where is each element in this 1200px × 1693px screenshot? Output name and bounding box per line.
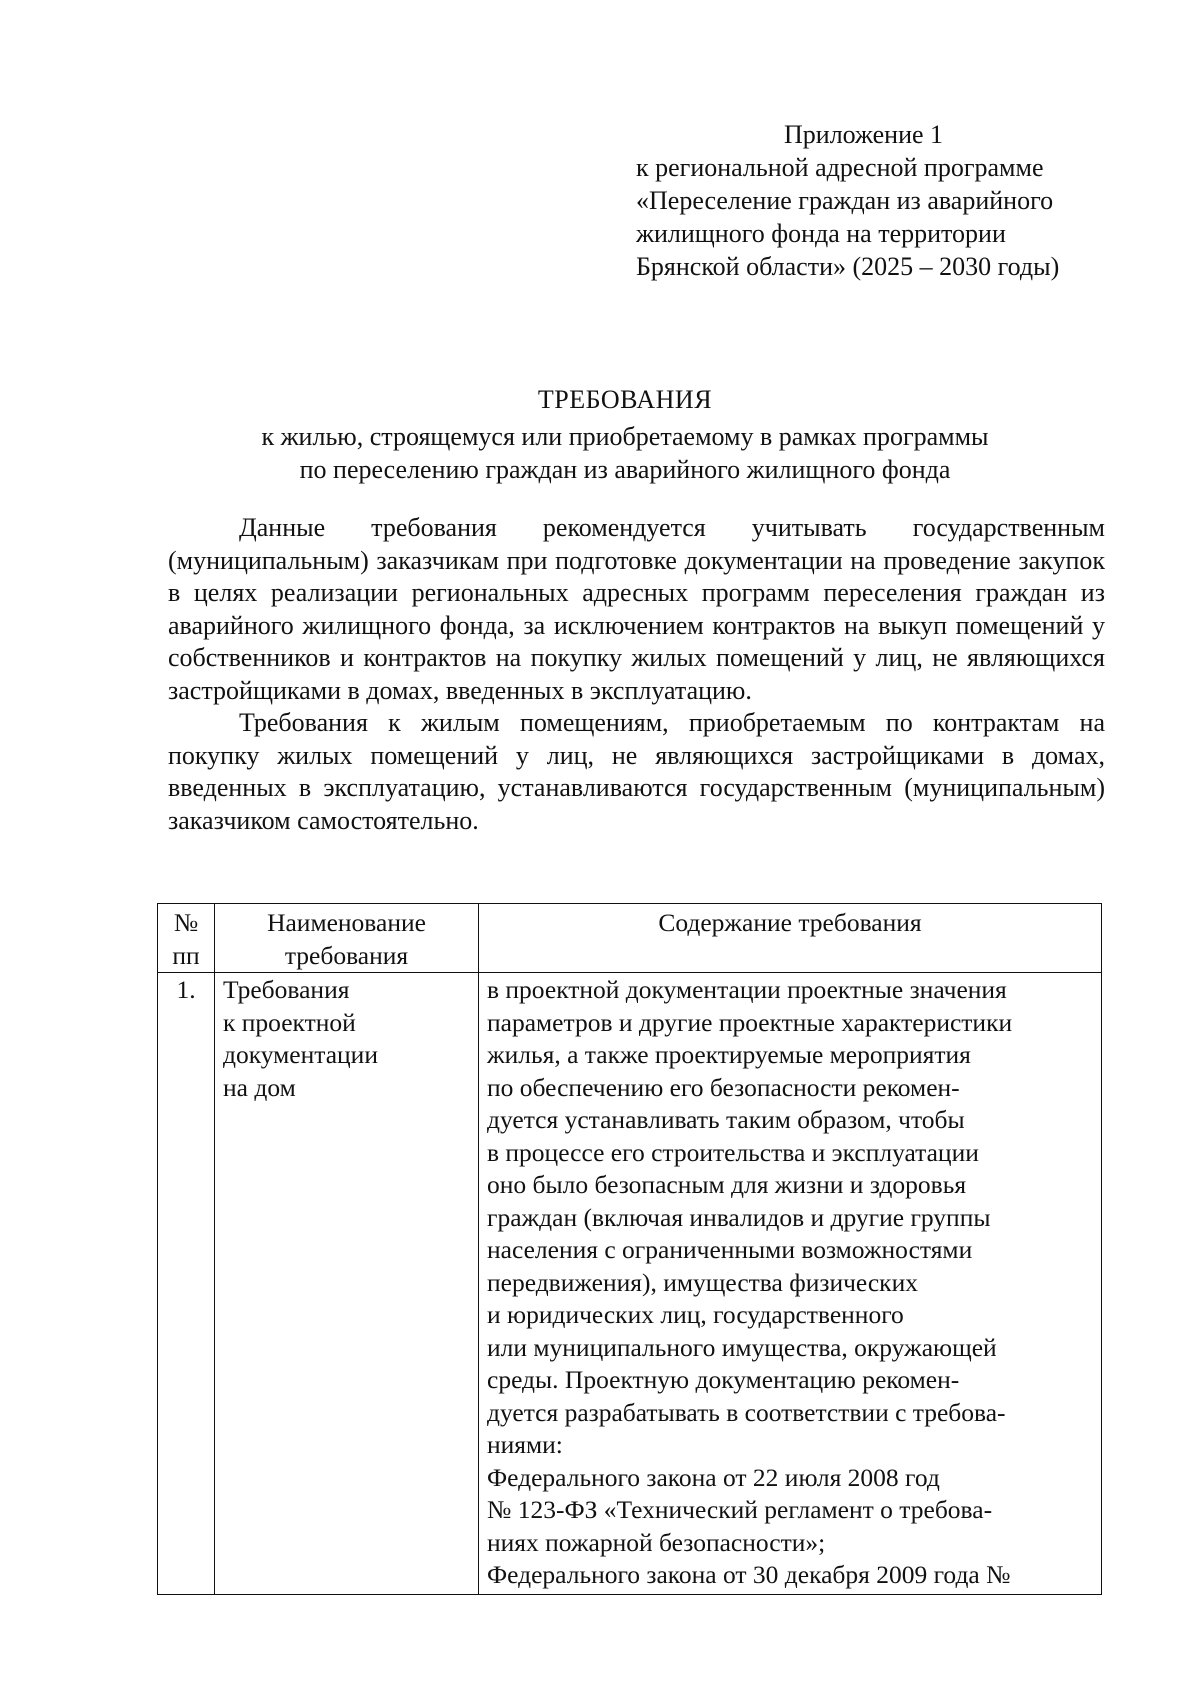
row-content-line: дуется разрабатывать в соответствии с требова- [487,1397,1006,1427]
title-heading: ТРЕБОВАНИЯ [537,385,713,414]
header-content-line: Содержание требования [658,908,922,937]
row-content-line: и юридических лиц, государственного [487,1300,904,1329]
title-subline: к жилью, строящемуся или приобретаемому в рамках программы [261,422,989,451]
requirements-table [157,903,1102,1595]
header-content [479,904,1102,973]
row-content-line: оно было безопасным для жизни и здоровья [487,1170,967,1199]
row-content-line: передвижения), имущества физических [487,1267,918,1297]
title-subline: по переселению граждан из аварийного жилищного фонда [299,455,951,484]
row-content-line: № 123-ФЗ «Технический регламент о требова- [487,1495,993,1524]
row-content-line: в процессе его строительства и эксплуатации [487,1137,979,1167]
body-text [168,512,1105,837]
row-content-line: в проектной документации проектные значения [487,975,1007,1004]
appendix-line: жилищного фонда на территории [636,219,1006,248]
document-title [150,383,1100,486]
row-content-line: жилья, а также проектируемые мероприятия [487,1040,971,1069]
table-header-row [158,904,1102,973]
row-number: 1. [158,973,215,1595]
header-name-line: Наименование [267,908,426,937]
appendix-line: Приложение 1 [784,120,944,149]
row-content-line: параметров и другие проектные характеристики [487,1007,1013,1037]
row-content-line: населения с ограниченными возможностями [487,1235,973,1264]
header-number-line: № [173,908,199,937]
row-content-line: ниями: [487,1430,563,1459]
row-name [215,973,479,1595]
appendix-block [636,118,1156,283]
row-content-line: граждан (включая инвалидов и другие группы [487,1202,991,1232]
header-name [215,904,479,973]
paragraph: Требования к жилым помещениям, приобретаемым по контрактам на покупку жилых помещений у лиц, не являющихся застройщиками в домах, введенных в эксплуатацию, устанавливаются государственным (муниципальным) заказчиком самостоятельно. [168,708,1105,835]
row-content-line: среды. Проектную документацию рекомен- [487,1365,960,1394]
row-name-line: на дом [223,1072,296,1102]
row-name-line: к проектной [223,1007,356,1037]
row-content [479,973,1102,1595]
header-number [158,904,215,973]
row-content-line: Федерального закона от 22 июля 2008 год [487,1462,940,1492]
row-content-line: дуется устанавливать таким образом, чтобы [487,1105,965,1134]
appendix-line: к региональной адресной программе [636,153,1044,182]
header-number-line: пп [172,940,200,970]
row-name-line: Требования [223,975,350,1004]
paragraph: Данные требования рекомендуется учитывать государственным (муниципальным) заказчикам при подготовке документации на проведение закупок в целях реализации региональных адресных программ переселения граждан из аварийного жилищного фонда, за исключением контрактов на выкуп помещений у собственников и контрактов на покупку жилых помещений у лиц, не являющихся застройщиками в домах, введенных в эксплуатацию. [168,513,1105,705]
row-content-line: по обеспечению его безопасности рекомен- [487,1072,960,1102]
row-content-line: ниях пожарной безопасности»; [487,1527,826,1557]
header-name-line: требования [284,940,409,970]
row-content-line: или муниципального имущества, окружающей [487,1332,997,1362]
row-content-line: Федерального закона от 30 декабря 2009 года № [487,1560,1011,1589]
table-row [158,973,1102,1595]
appendix-line: «Переселение граждан из аварийного [636,186,1054,215]
row-name-line: документации [223,1040,378,1069]
appendix-line: Брянской области» (2025 – 2030 годы) [636,252,1060,281]
